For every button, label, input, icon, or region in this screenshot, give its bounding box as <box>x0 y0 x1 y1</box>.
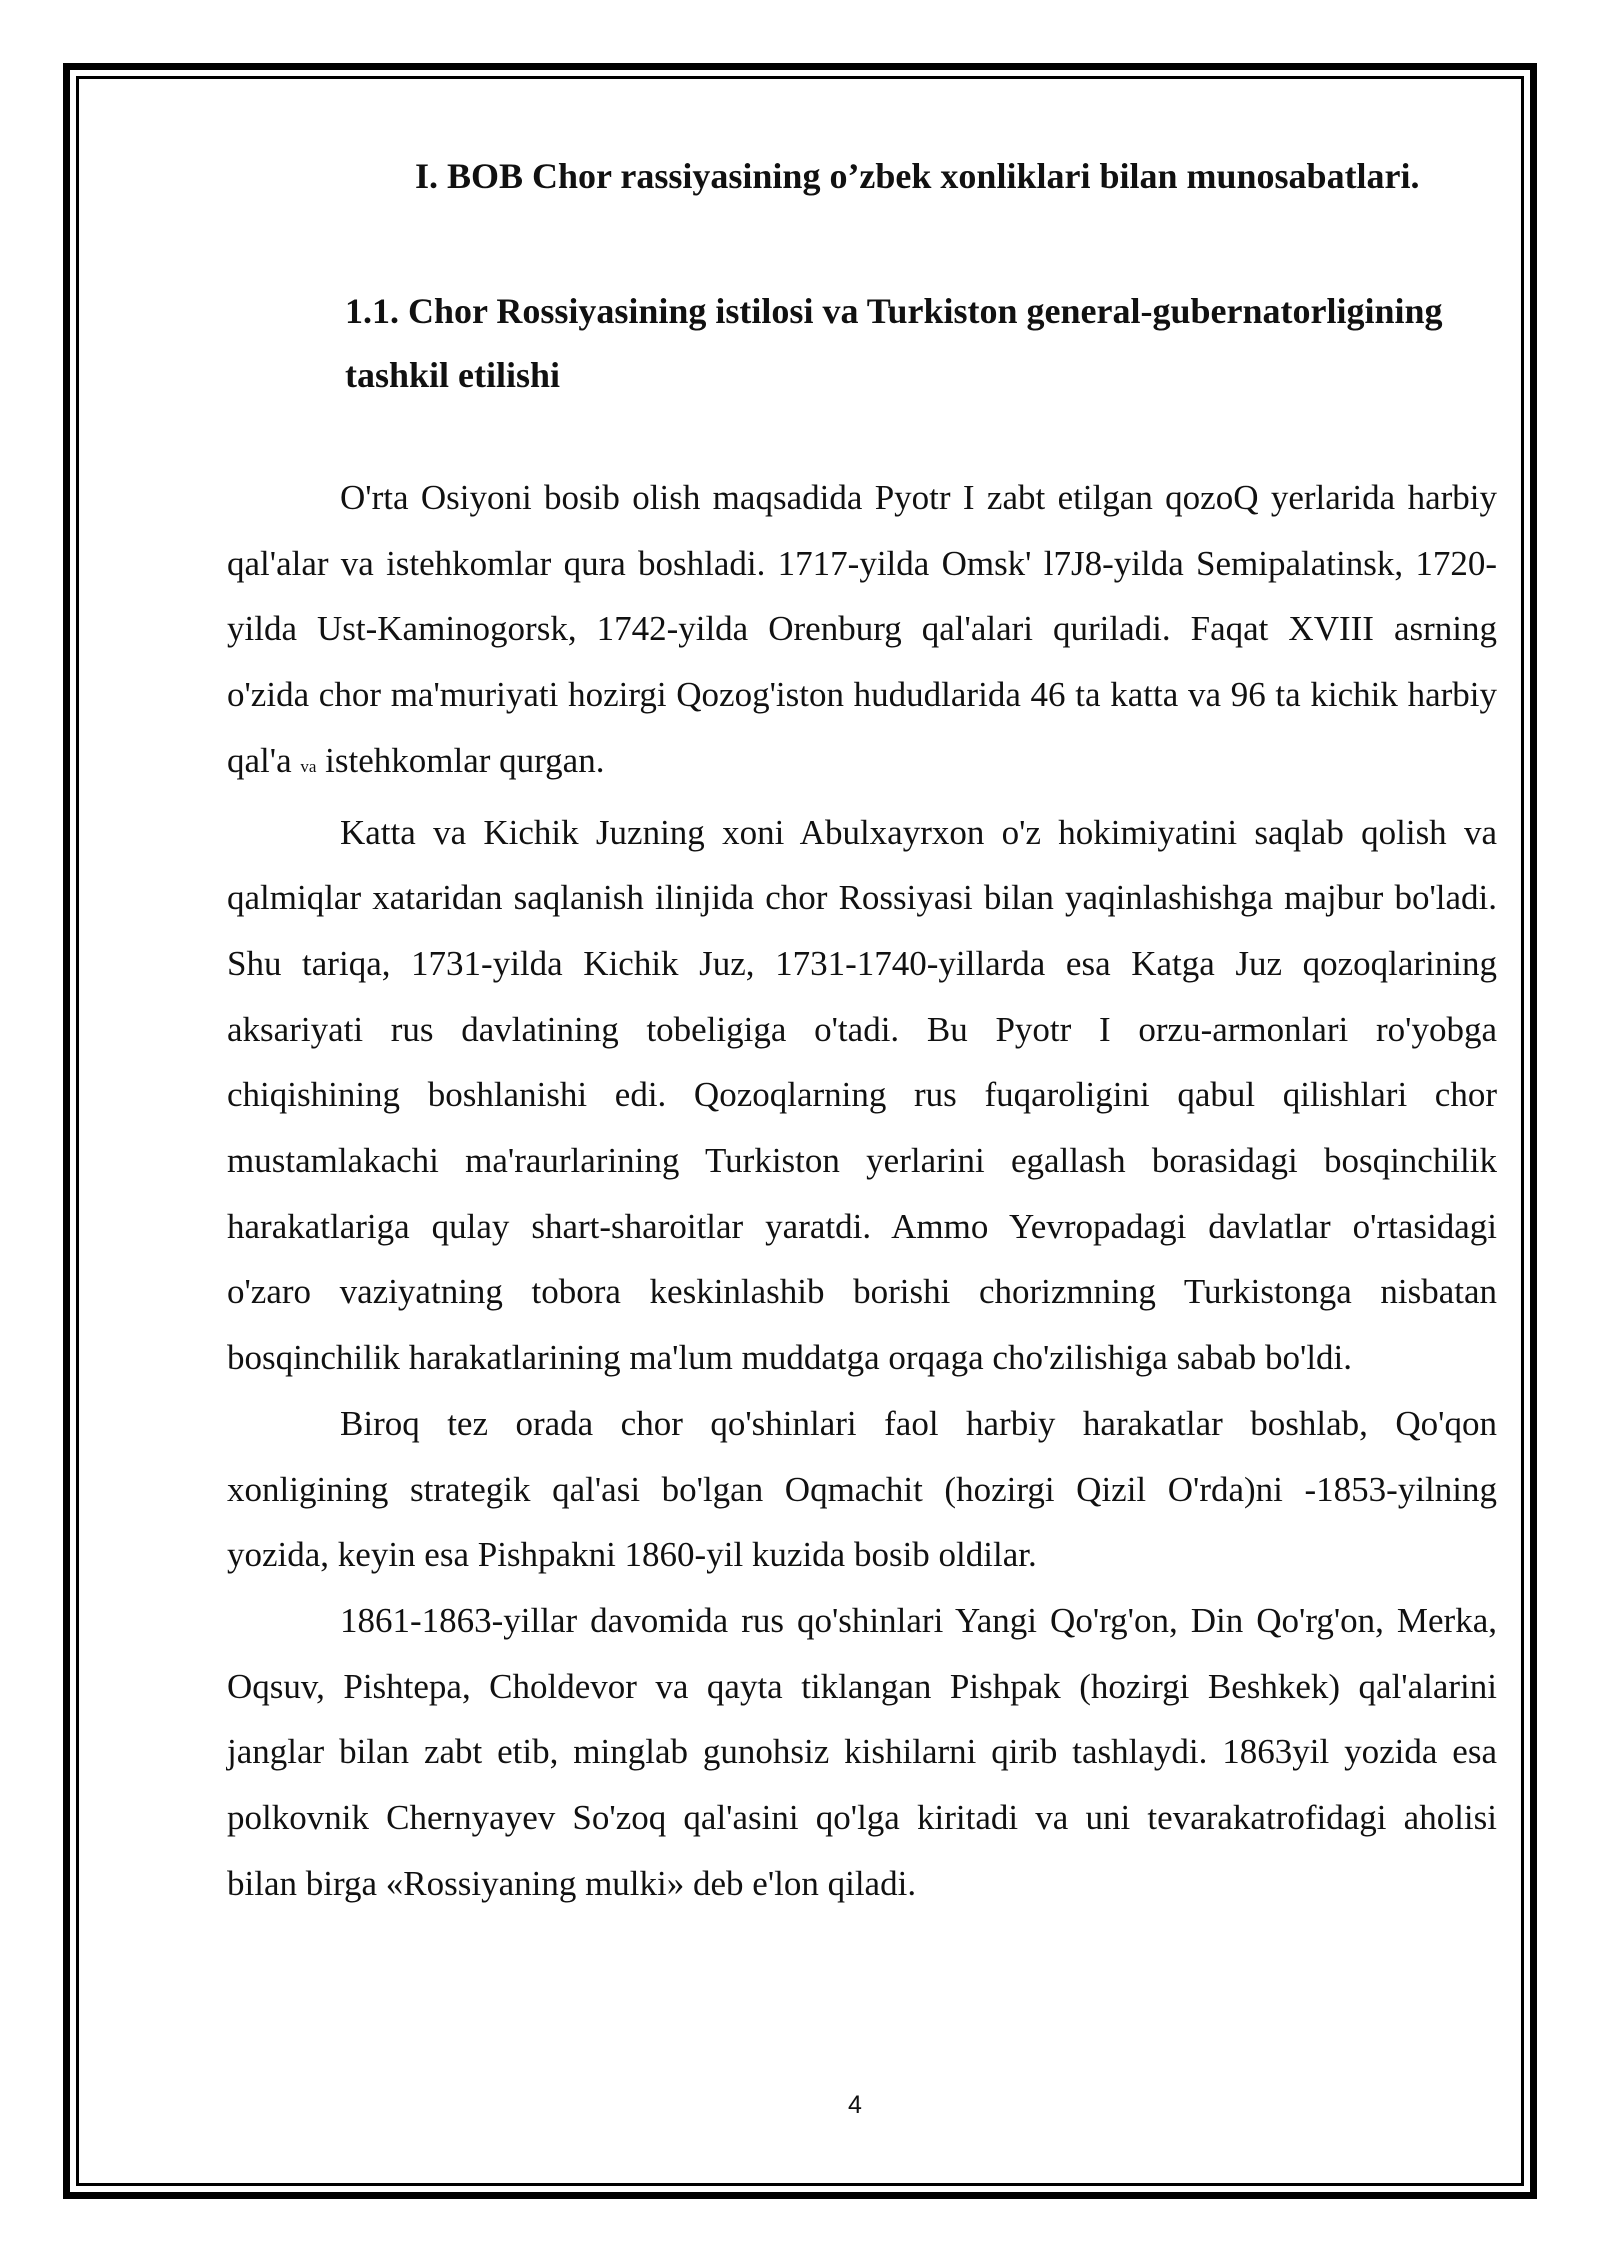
paragraph-3: Biroq tez orada chor qo'shinlari faol harbiy harakatlar boshlab, Qo'qon xonligining strategik qal'asi bo'lgan Oqmachit (hozirgi Qizil O'rda)ni -1853-yilning yozida, keyin esa Pishpakni 1860-yil kuzida bosib oldilar. <box>227 1403 1497 1575</box>
paragraph-1-small-text: va <box>300 756 317 776</box>
paragraph-2: Katta va Kichik Juzning xoni Abulxayrxon o'z hokimiyatini saqlab qolish va qalmiqlar xataridan saqlanish ilinjida chor Rossiyasi bilan yaqinlashishga majbur bo'ladi. Shu tariqa, 1731-yilda Kichik Juz, 1731-1740-yillarda esa Katga Juz qozoqlarining aksariyati rus davlatining tobeligiga o'tadi. Bu Pyotr I orzu-armonlari ro'yobga chiqishining boshlanishi edi. Qozoqlarning rus fuqaroligini qabul qilishlari chor mustamlakachi ma'raurlarining Turkiston yerlarini egallash borasidagi bosqinchilik harakatlariga qulay shart-sharoitlar yaratdi. Ammo Yevropadagi davlatlar o'rtasidagi o'zaro vaziyatning tobora keskinlashib borishi chorizmning Turkistonga nisbatan bosqinchilik harakatlarining ma'lum muddatga orqaga cho'zilishiga sabab bo'ldi. <box>227 812 1497 1378</box>
paragraph-4: 1861-1863-yillar davomida rus qo'shinlari Yangi Qo'rg'on, Din Qo'rg'on, Merka, Oqsuv, Pishtepa, Choldevor va qayta tiklangan Pishpak (hozirgi Beshkek) qal'alarini janglar bilan zabt etib, minglab gunohsiz kishilarni qirib tashlaydi. 1863yil yozida esa polkovnik Chernyayev So'zoq qal'asini qo'lga kiritadi va uni tevarakatrofidagi aholisi bilan birga «Rossiyaning mulki» deb e'lon qiladi. <box>227 1600 1497 1903</box>
section-title: 1.1. Chor Rossiyasining istilosi va Turkiston general-gubernatorligining tashkil etilishi <box>345 291 1443 395</box>
page-number: 4 <box>848 2091 862 2119</box>
paragraph-1-text-end: istehkomlar qurgan. <box>325 740 605 780</box>
chapter-title: I. BOB Chor rassiyasining o’zbek xonliklari bilan munosabatlari. <box>415 156 1420 196</box>
paragraph-1 <box>227 465 1497 800</box>
body-text <box>227 465 1497 1916</box>
paragraph-1-text: O'rta Osiyoni bosib olish maqsadida Pyotr I zabt etilgan qozoQ yerlarida harbiy qal'alar va istehkomlar qura boshladi. 1717-yilda Omsk' l7J8-yilda Semipalatinsk, 1720-yilda Ust-Kaminogorsk, 1742-yilda Orenburg qal'alari quriladi. Faqat XVIII asrning o'zida chor ma'muriyati hozirgi Qozog'iston hududlarida 46 ta katta va 96 ta kichik harbiy qal'a <box>227 478 1497 780</box>
